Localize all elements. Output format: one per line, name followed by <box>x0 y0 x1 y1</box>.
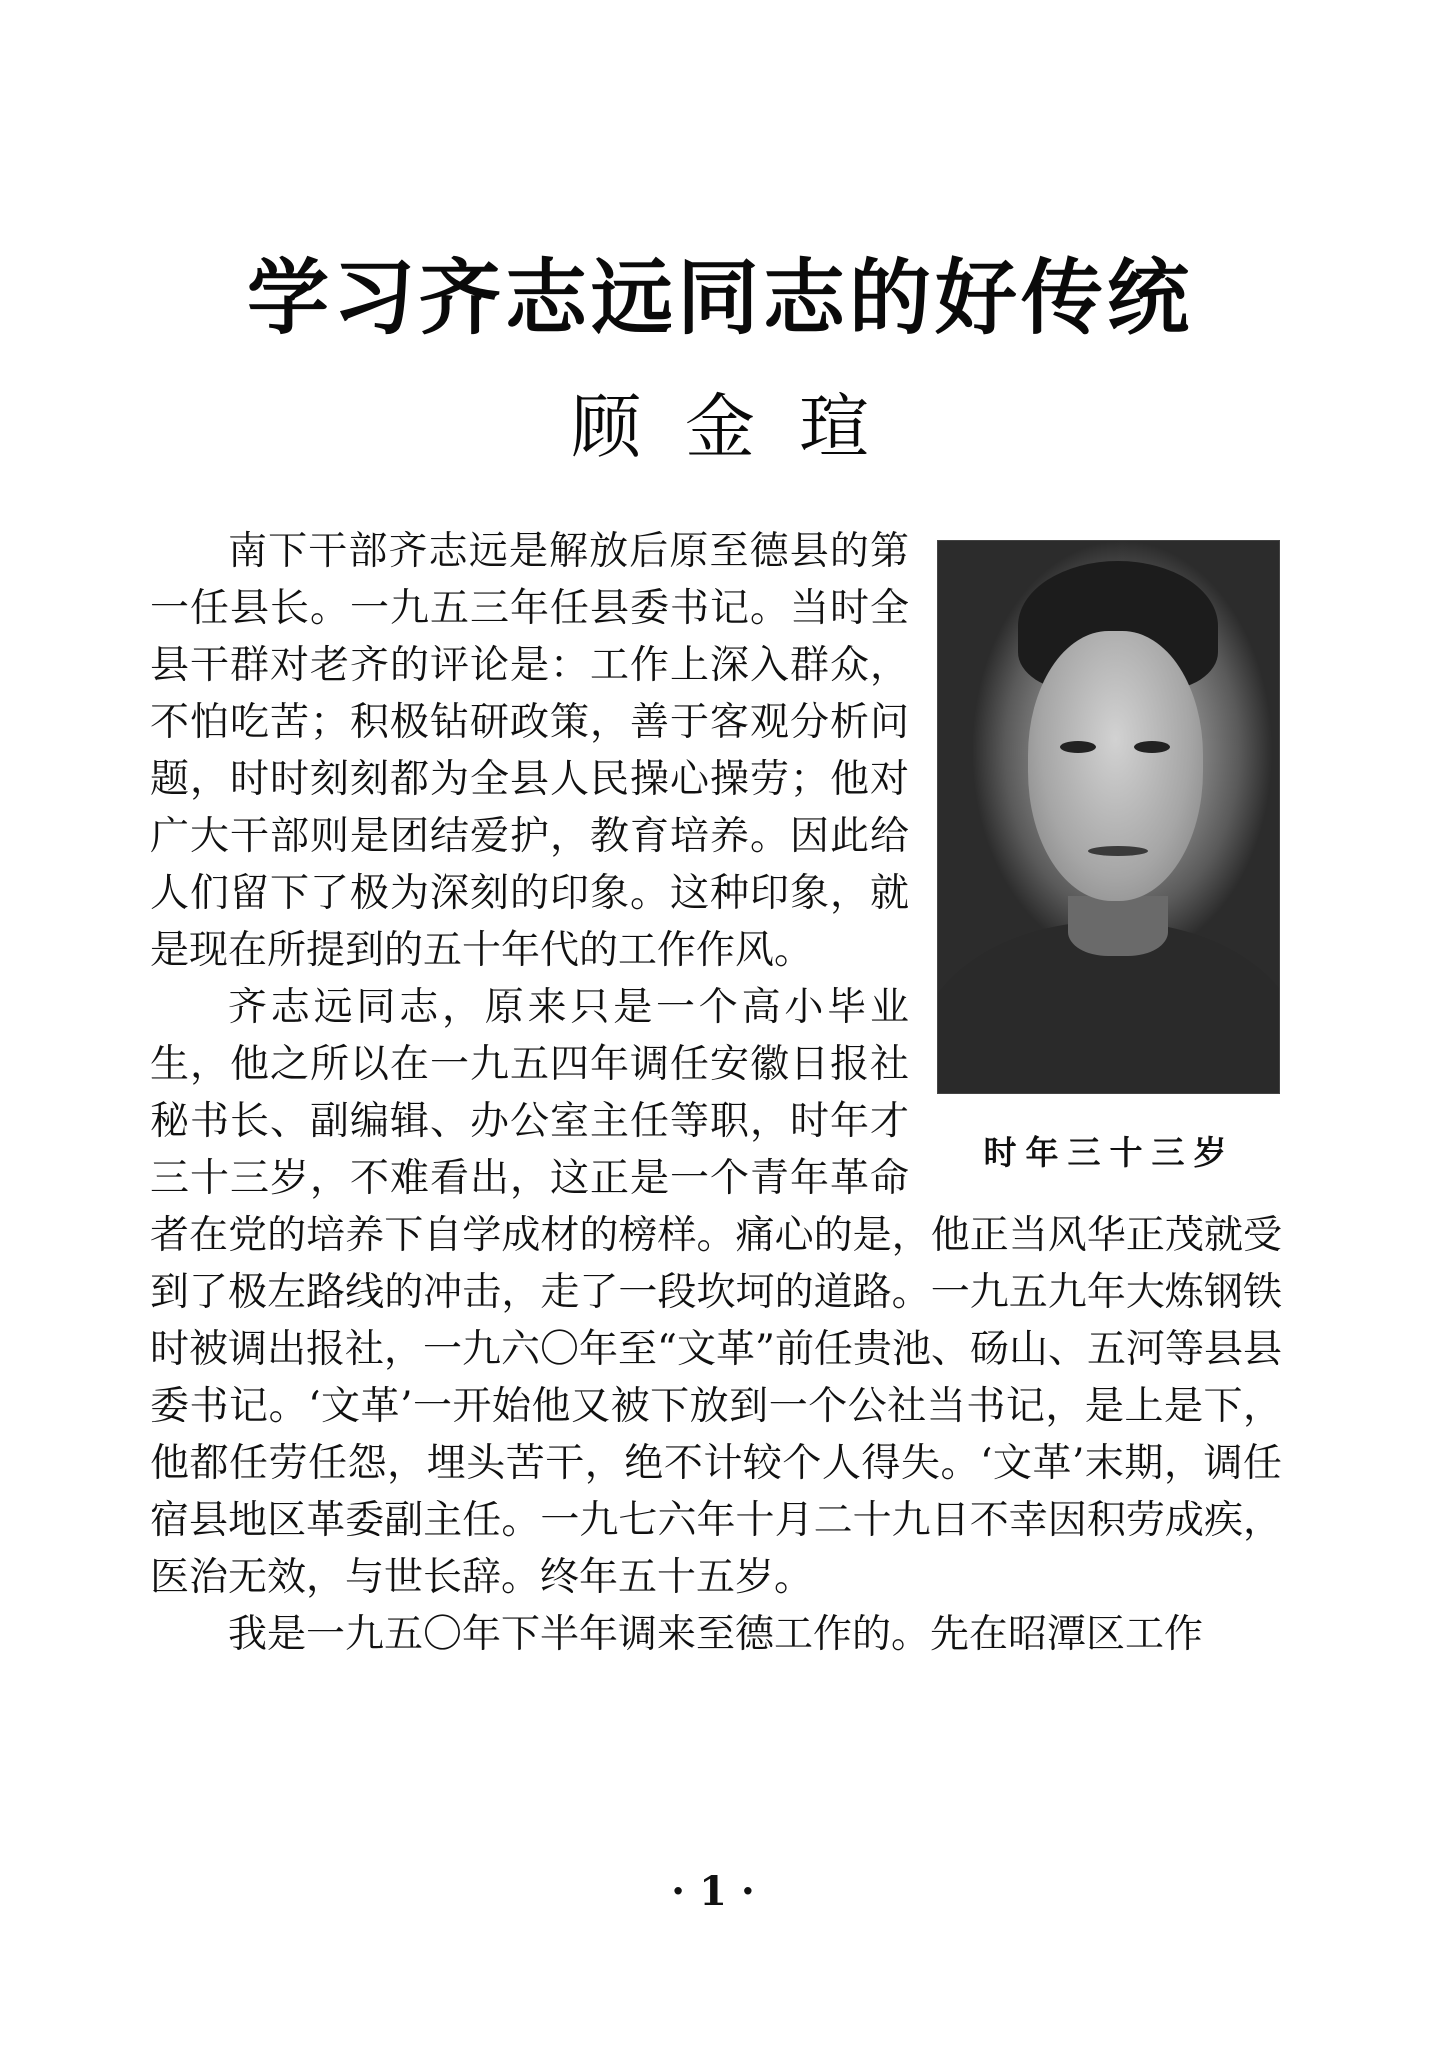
article-title: 学习齐志远同志的好传统 <box>246 250 1193 346</box>
author-name: 顾金瑄 <box>571 386 913 468</box>
paragraph-1: 南下干部齐志远是解放后原至德县的第一任县长。一九五三年任县委书记。当时全县干群对老齐的评论是：工作上深入群众，不怕吃苦；积极钻研政策，善于客观分析问题，时时刻刻都为全县人民操心操劳；他对广大干部则是团结爱护，教育培养。因此给人们留下了极为深刻的印象。这种印象，就是现在所提到的五十年代的工作作风。 <box>150 529 909 973</box>
article-body <box>150 523 1282 1663</box>
page-number: ·1· <box>671 1868 769 1915</box>
portrait-photo <box>937 540 1280 1094</box>
paragraph-3: 我是一九五〇年下半年调来至德工作的。先在昭潭区工作 <box>228 1612 1204 1657</box>
paragraph-2: 齐志远同志，原来只是一个高小毕业生，他之所以在一九五四年调任安徽日报社秘书长、副编辑、办公室主任等职，时年才三十三岁，不难看出，这正是一个青年革命者在党的培养下自学成材的榜样。痛心的是，他正当风华正茂就受到了极左路线的冲击，走了一段坎坷的道路。一九五九年大炼钢铁时被调出报社，一九六〇年至“文革”前任贵池、砀山、五河等县县委书记。‘文革’一开始他又被下放到一个公社当书记，是上是下，他都任劳任怨，埋头苦干，绝不计较个人得失。‘文革’末期，调任宿县地区革委副主任。一九七六年十月二十九日不幸因积劳成疾，医治无效，与世长辞。终年五十五岁。 <box>150 985 1282 1600</box>
photo-block <box>937 540 1282 1181</box>
photo-caption: 时年三十三岁 <box>983 1133 1236 1172</box>
